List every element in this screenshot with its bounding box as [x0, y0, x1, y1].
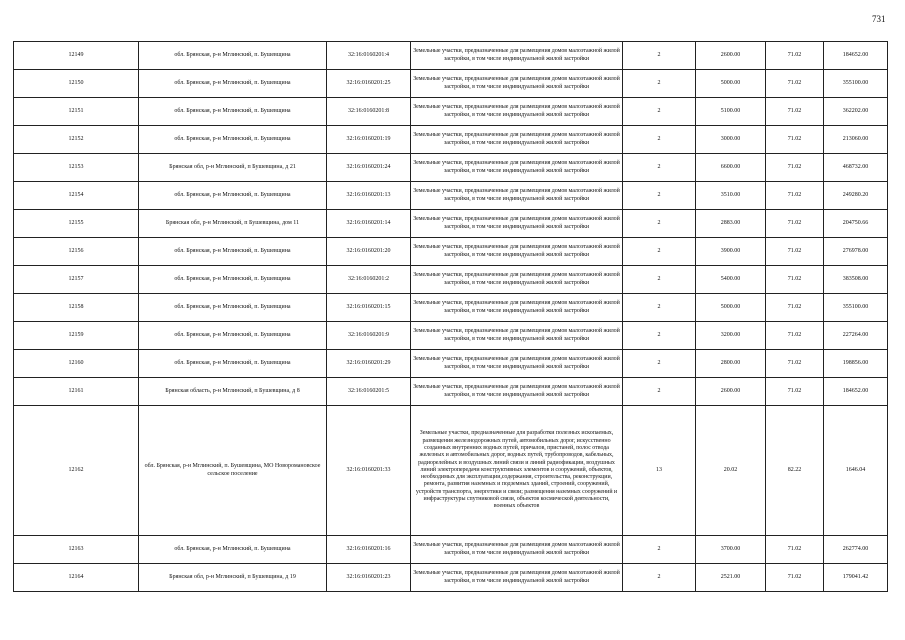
land-use-cell: Земельные участки, предназначенные для размещения домов малоэтажной жилой застройки, в том числе индивидуальной жилой застройки [411, 42, 623, 70]
rate-cell: 71.02 [766, 42, 824, 70]
row-number-cell: 12152 [14, 126, 139, 154]
rate-cell: 71.02 [766, 70, 824, 98]
rate-cell: 71.02 [766, 378, 824, 406]
area-cell: 20.02 [696, 406, 766, 536]
row-number-cell: 12155 [14, 210, 139, 238]
land-use-cell: Земельные участки, предназначенные для размещения домов малоэтажной жилой застройки, в том числе индивидуальной жилой застройки [411, 182, 623, 210]
area-cell: 3200.00 [696, 322, 766, 350]
table-row [14, 98, 888, 126]
cadastral-value-cell: 383508.00 [824, 266, 888, 294]
address-cell: обл. Брянская, р-н Мглинский, п. Бушевщина, МО Новоромановское сельское поселение [139, 406, 327, 536]
group-cell: 2 [623, 70, 696, 98]
land-use-cell: Земельные участки, предназначенные для размещения домов малоэтажной жилой застройки, в том числе индивидуальной жилой застройки [411, 378, 623, 406]
cadastral-value-cell: 227264.00 [824, 322, 888, 350]
cadastral-value-cell: 362202.00 [824, 98, 888, 126]
cadastral-value-cell: 184652.00 [824, 42, 888, 70]
address-cell: обл. Брянская, р-н Мглинский, п. Бушевщина [139, 126, 327, 154]
cadastral-number-cell: 32:16:0160201:9 [327, 322, 411, 350]
address-cell: обл. Брянская, р-н Мглинский, п. Бушевщина [139, 70, 327, 98]
cadastral-number-cell: 32:16:0160201:19 [327, 126, 411, 154]
group-cell: 2 [623, 564, 696, 592]
table-row [14, 406, 888, 536]
row-number-cell: 12164 [14, 564, 139, 592]
cadastral-value-cell: 249280.20 [824, 182, 888, 210]
table-row [14, 322, 888, 350]
address-cell: Брянская область, р-н Мглинский, п Бушевщина, д 8 [139, 378, 327, 406]
row-number-cell: 12149 [14, 42, 139, 70]
cadastral-number-cell: 32:16:0160201:13 [327, 182, 411, 210]
land-use-cell: Земельные участки, предназначенные для размещения домов малоэтажной жилой застройки, в том числе индивидуальной жилой застройки [411, 266, 623, 294]
group-cell: 2 [623, 378, 696, 406]
rate-cell: 71.02 [766, 182, 824, 210]
group-cell: 2 [623, 126, 696, 154]
table-row [14, 126, 888, 154]
cadastral-number-cell: 32:16:0160201:24 [327, 154, 411, 182]
area-cell: 5100.00 [696, 98, 766, 126]
cadastral-number-cell: 32:16:0160201:20 [327, 238, 411, 266]
rate-cell: 71.02 [766, 154, 824, 182]
area-cell: 3510.00 [696, 182, 766, 210]
group-cell: 13 [623, 406, 696, 536]
land-use-cell: Земельные участки, предназначенные для размещения домов малоэтажной жилой застройки, в том числе индивидуальной жилой застройки [411, 564, 623, 592]
cadastral-value-cell: 468732.00 [824, 154, 888, 182]
rate-cell: 71.02 [766, 564, 824, 592]
address-cell: обл. Брянская, р-н Мглинский, п. Бушевщина [139, 266, 327, 294]
land-use-cell: Земельные участки, предназначенные для размещения домов малоэтажной жилой застройки, в том числе индивидуальной жилой застройки [411, 154, 623, 182]
area-cell: 2600.00 [696, 378, 766, 406]
table-row [14, 70, 888, 98]
cadastral-value-cell: 198856.00 [824, 350, 888, 378]
cadastral-value-cell: 179041.42 [824, 564, 888, 592]
address-cell: обл. Брянская, р-н Мглинский, п. Бушевщина [139, 98, 327, 126]
cadastral-value-cell: 213060.00 [824, 126, 888, 154]
address-cell: Брянская обл, р-н Мглинский, п Бушевщина, дом 11 [139, 210, 327, 238]
cadastral-value-cell: 355100.00 [824, 70, 888, 98]
group-cell: 2 [623, 266, 696, 294]
group-cell: 2 [623, 182, 696, 210]
row-number-cell: 12162 [14, 406, 139, 536]
land-use-cell: Земельные участки, предназначенные для размещения домов малоэтажной жилой застройки, в том числе индивидуальной жилой застройки [411, 98, 623, 126]
group-cell: 2 [623, 322, 696, 350]
cadastral-value-cell: 276978.00 [824, 238, 888, 266]
row-number-cell: 12153 [14, 154, 139, 182]
row-number-cell: 12163 [14, 536, 139, 564]
land-use-cell: Земельные участки, предназначенные для размещения домов малоэтажной жилой застройки, в том числе индивидуальной жилой застройки [411, 350, 623, 378]
cadastral-value-cell: 1646.04 [824, 406, 888, 536]
row-number-cell: 12159 [14, 322, 139, 350]
area-cell: 2600.00 [696, 42, 766, 70]
table-row [14, 154, 888, 182]
page-number: 731 [872, 14, 886, 24]
row-number-cell: 12157 [14, 266, 139, 294]
land-use-cell: Земельные участки, предназначенные для размещения домов малоэтажной жилой застройки, в том числе индивидуальной жилой застройки [411, 70, 623, 98]
row-number-cell: 12151 [14, 98, 139, 126]
cadastral-number-cell: 32:16:0160201:5 [327, 378, 411, 406]
area-cell: 5000.00 [696, 294, 766, 322]
area-cell: 3700.00 [696, 536, 766, 564]
cadastral-number-cell: 32:16:0160201:29 [327, 350, 411, 378]
cadastral-value-cell: 355100.00 [824, 294, 888, 322]
area-cell: 3000.00 [696, 126, 766, 154]
cadastral-value-cell: 184652.00 [824, 378, 888, 406]
address-cell: обл. Брянская, р-н Мглинский, п. Бушевщина [139, 536, 327, 564]
area-cell: 3900.00 [696, 238, 766, 266]
area-cell: 5400.00 [696, 266, 766, 294]
group-cell: 2 [623, 350, 696, 378]
address-cell: обл. Брянская, р-н Мглинский, п. Бушевщина [139, 322, 327, 350]
row-number-cell: 12154 [14, 182, 139, 210]
table-body [14, 42, 888, 592]
cadastral-number-cell: 32:16:0160201:4 [327, 42, 411, 70]
group-cell: 2 [623, 536, 696, 564]
row-number-cell: 12161 [14, 378, 139, 406]
group-cell: 2 [623, 238, 696, 266]
row-number-cell: 12156 [14, 238, 139, 266]
land-use-cell: Земельные участки, предназначенные для размещения домов малоэтажной жилой застройки, в том числе индивидуальной жилой застройки [411, 322, 623, 350]
rate-cell: 71.02 [766, 98, 824, 126]
address-cell: Брянская обл, р-н Мглинский, п Бушевщина, д 19 [139, 564, 327, 592]
area-cell: 2521.00 [696, 564, 766, 592]
table-row [14, 564, 888, 592]
table-row [14, 536, 888, 564]
rate-cell: 71.02 [766, 238, 824, 266]
rate-cell: 82.22 [766, 406, 824, 536]
land-use-cell: Земельные участки, предназначенные для размещения домов малоэтажной жилой застройки, в том числе индивидуальной жилой застройки [411, 126, 623, 154]
address-cell: обл. Брянская, р-н Мглинский, п. Бушевщина [139, 238, 327, 266]
cadastral-value-cell: 262774.00 [824, 536, 888, 564]
land-use-cell: Земельные участки, предназначенные для размещения домов малоэтажной жилой застройки, в том числе индивидуальной жилой застройки [411, 294, 623, 322]
rate-cell: 71.02 [766, 350, 824, 378]
cadastral-value-cell: 204750.66 [824, 210, 888, 238]
rate-cell: 71.02 [766, 126, 824, 154]
cadastral-number-cell: 32:16:0160201:8 [327, 98, 411, 126]
group-cell: 2 [623, 98, 696, 126]
table-row [14, 350, 888, 378]
address-cell: Брянская обл, р-н Мглинский, п Бушевщина, д 21 [139, 154, 327, 182]
group-cell: 2 [623, 42, 696, 70]
cadastral-number-cell: 32:16:0160201:25 [327, 70, 411, 98]
group-cell: 2 [623, 294, 696, 322]
area-cell: 2883.00 [696, 210, 766, 238]
area-cell: 2800.00 [696, 350, 766, 378]
row-number-cell: 12150 [14, 70, 139, 98]
cadastral-number-cell: 32:16:0160201:16 [327, 536, 411, 564]
land-registry-table [13, 41, 888, 592]
row-number-cell: 12160 [14, 350, 139, 378]
cadastral-number-cell: 32:16:0160201:2 [327, 266, 411, 294]
land-use-cell: Земельные участки, предназначенные для размещения домов малоэтажной жилой застройки, в том числе индивидуальной жилой застройки [411, 238, 623, 266]
area-cell: 5000.00 [696, 70, 766, 98]
rate-cell: 71.02 [766, 536, 824, 564]
address-cell: обл. Брянская, р-н Мглинский, п. Бушевщина [139, 350, 327, 378]
group-cell: 2 [623, 210, 696, 238]
table-row [14, 294, 888, 322]
cadastral-number-cell: 32:16:0160201:15 [327, 294, 411, 322]
row-number-cell: 12158 [14, 294, 139, 322]
cadastral-number-cell: 32:16:0160201:33 [327, 406, 411, 536]
rate-cell: 71.02 [766, 210, 824, 238]
table-row [14, 182, 888, 210]
area-cell: 6600.00 [696, 154, 766, 182]
land-use-cell: Земельные участки, предназначенные для размещения домов малоэтажной жилой застройки, в том числе индивидуальной жилой застройки [411, 210, 623, 238]
group-cell: 2 [623, 154, 696, 182]
table-row [14, 266, 888, 294]
table-row [14, 238, 888, 266]
rate-cell: 71.02 [766, 294, 824, 322]
table-row [14, 378, 888, 406]
rate-cell: 71.02 [766, 266, 824, 294]
address-cell: обл. Брянская, р-н Мглинский, п. Бушевщина [139, 294, 327, 322]
cadastral-number-cell: 32:16:0160201:14 [327, 210, 411, 238]
address-cell: обл. Брянская, р-н Мглинский, п. Бушевщина [139, 182, 327, 210]
land-use-cell: Земельные участки, предназначенные для размещения домов малоэтажной жилой застройки, в том числе индивидуальной жилой застройки [411, 536, 623, 564]
rate-cell: 71.02 [766, 322, 824, 350]
table-row [14, 210, 888, 238]
address-cell: обл. Брянская, р-н Мглинский, п. Бушевщина [139, 42, 327, 70]
table-row [14, 42, 888, 70]
land-use-cell: Земельные участки, предназначенные для разработки полезных ископаемых, размещения железнодорожных путей, автомобильных дорог, искусственно созданных внутренних водных путей, причалов, пристаней, полос отвода железных и автомобильных дорог, водных путей, трубопроводов, кабельных, радиорелейных и воздушных линий связи и линий радиофикации, воздушных линий электропередачи конструктивных элементов и сооружений, объектов, необходимых для эксплуатации,содержания, строительства, реконструкции, ремонта, развития наземных и подземных зданий, строений, сооружений, устройств транспорта, энергетики и связи; размещения наземных сооружений и инфраструктуры спутниковой связи, объектов космической деятельности, военных объектов [411, 406, 623, 536]
cadastral-number-cell: 32:16:0160201:23 [327, 564, 411, 592]
